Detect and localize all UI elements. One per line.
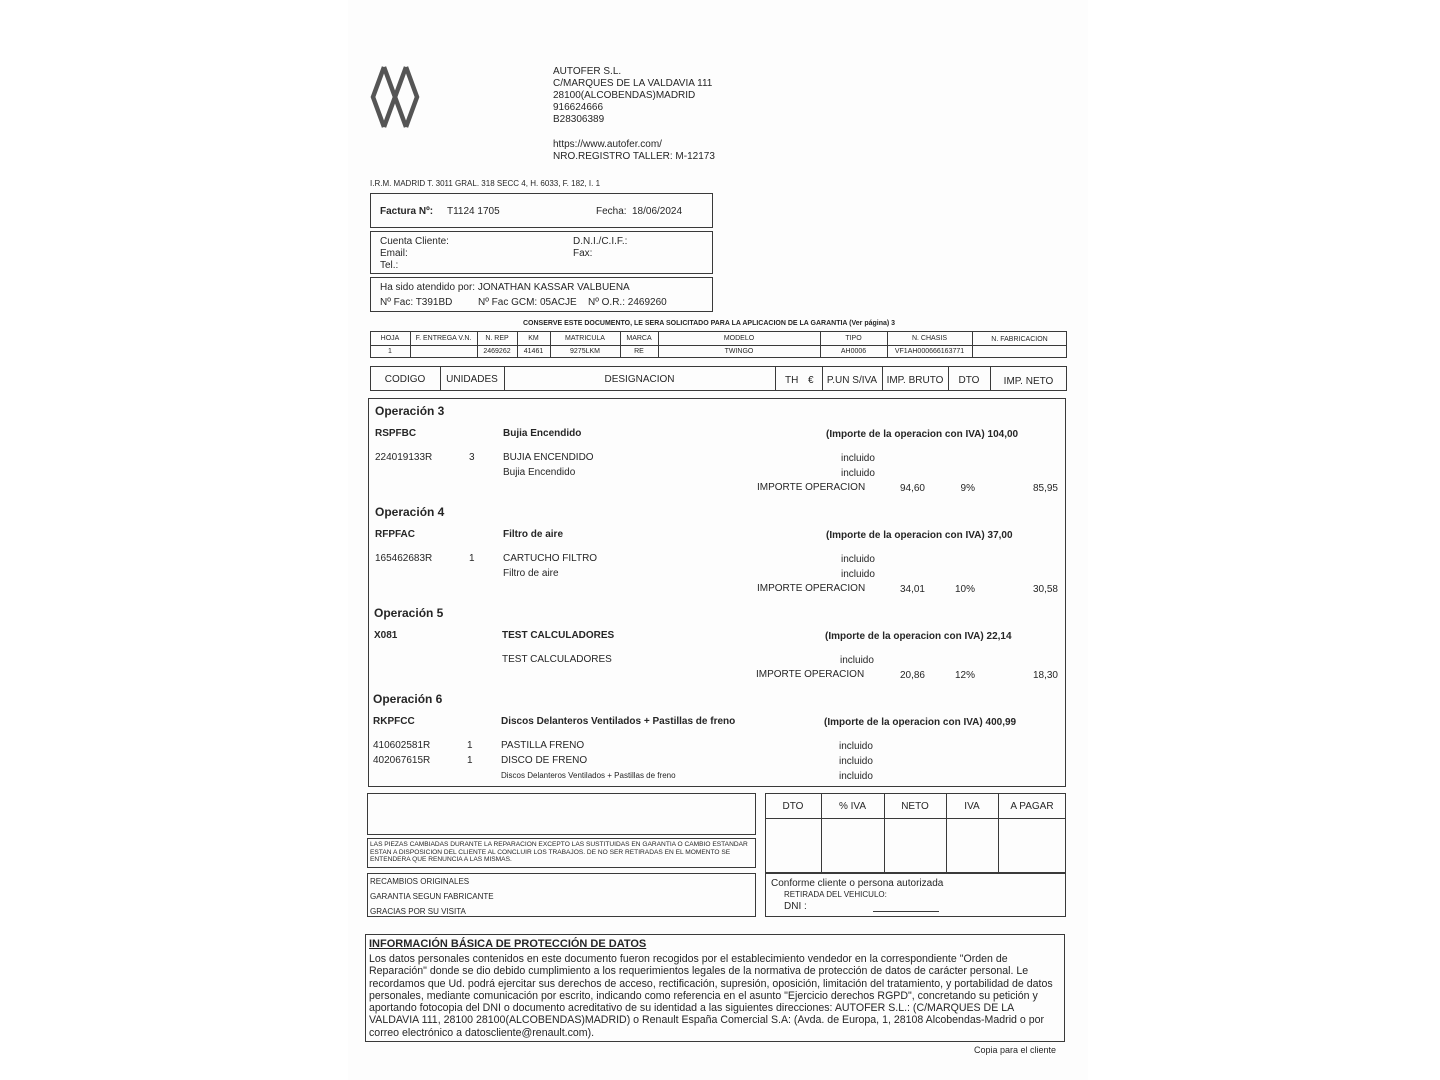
vv-chasis: VF1AH000666163771 <box>894 348 965 355</box>
factura-label: Factura Nº: <box>380 206 434 217</box>
op4-total-bruto: 34,01 <box>899 584 925 595</box>
tot-dto: DTO <box>782 801 804 812</box>
col-bruto: IMP. BRUTO <box>886 375 944 386</box>
op6-title: Operación 6 <box>373 692 443 706</box>
op5-total-bruto: 20,86 <box>899 670 925 681</box>
company-registro: NRO.REGISTRO TALLER: M-12173 <box>553 151 715 162</box>
dni-sign-label: DNI : <box>784 901 807 912</box>
op5-total-dto: 12% <box>954 670 975 681</box>
op5-line1-incl: incluido <box>840 655 874 666</box>
retirada-label: RETIRADA DEL VEHICULO: <box>784 890 887 899</box>
op6-code: RKPFCC <box>373 716 415 727</box>
op6-line2-qty: 1 <box>467 755 473 766</box>
op3-total-label: IMPORTE OPERACION <box>757 482 866 493</box>
attended-by: Ha sido atendido por: JONATHAN KASSAR VALBUENA <box>380 282 630 293</box>
tot-apagar: A PAGAR <box>1010 801 1054 812</box>
company-city: 28100(ALCOBENDAS)MADRID <box>553 90 696 101</box>
email-label: Email: <box>380 248 408 259</box>
op4-name: Filtro de aire <box>503 529 564 540</box>
footer-garantia: GARANTIA SEGUN FABRICANTE <box>370 892 494 901</box>
privacy-title: INFORMACIÓN BÁSICA DE PROTECCIÓN DE DATOS <box>369 938 647 950</box>
vv-matricula: 9275LKM <box>570 348 600 355</box>
op6-line2-incl: incluido <box>839 756 873 767</box>
op3-line1-code: 224019133R <box>375 452 433 463</box>
op5-name: TEST CALCULADORES <box>502 630 615 641</box>
op3-subincl: incluido <box>841 468 875 479</box>
op3-title: Operación 3 <box>375 404 445 418</box>
op4-subincl: incluido <box>841 569 875 580</box>
col-neto: IMP. NETO <box>1003 376 1054 387</box>
op4-subdesc: Filtro de aire <box>503 568 559 579</box>
vv-hoja: 1 <box>388 348 392 355</box>
col-designacion: DESIGNACION <box>604 374 675 385</box>
vh-modelo: MODELO <box>723 335 755 342</box>
fecha-value: 18/06/2024 <box>632 206 683 217</box>
factura-value: T1124 1705 <box>447 206 500 217</box>
vh-fabricacion: N. FABRICACION <box>991 336 1048 343</box>
col-unidades: UNIDADES <box>446 374 498 385</box>
tot-iva-pct: % IVA <box>838 801 867 812</box>
op6-importe: (Importe de la operacion con IVA) 400,99 <box>824 717 1017 728</box>
op3-line1-qty: 3 <box>469 452 475 463</box>
tot-neto: NETO <box>901 801 929 812</box>
op4-line1-incl: incluido <box>841 554 875 565</box>
col-th: TH <box>785 375 799 386</box>
vv-km: 41461 <box>523 348 544 355</box>
op4-line1-qty: 1 <box>469 553 475 564</box>
dni-label: D.N.I./C.I.F.: <box>573 236 628 247</box>
renault-logo-icon <box>370 64 420 130</box>
op3-line1-incl: incluido <box>841 453 875 464</box>
op3-line1-desc: BUJIA ENCENDIDO <box>503 452 594 463</box>
nor: Nº O.R.: 2469260 <box>588 297 667 308</box>
op4-importe: (Importe de la operacion con IVA) 37,00 <box>826 530 1013 541</box>
op6-line2-desc: DISCO DE FRENO <box>501 755 588 766</box>
op4-line1-code: 165462683R <box>375 553 433 564</box>
op6-line1-qty: 1 <box>467 740 473 751</box>
warranty-note: CONSERVE ESTE DOCUMENTO, LE SERA SOLICITADO PARA LA APLICACION DE LA GARANTIA (Ver página) 3 <box>523 320 896 327</box>
company-address: C/MARQUES DE LA VALDAVIA 111 <box>553 78 713 89</box>
op3-total-dto: 9% <box>960 483 975 494</box>
tot-iva: IVA <box>964 801 980 812</box>
vv-marca: RE <box>634 348 644 355</box>
company-phone: 916624666 <box>553 102 604 113</box>
privacy-text: Los datos personales contenidos en este documento fueron recogidos por el establecimiento vendedor en la correspondiente "Orden de Reparación" donde se dio debido cumplimiento a los requerimientos legales de la normativa de protección de datos de carácter personal. Le recordamos que Ud. podrá ejercitar sus derechos de acceso, rectificación, supresión, oposición, limitación del tratamiento, y portabilidad de datos personales, mediante comunicación por escrito, indicando como referencia en el asunto "Ejercicio derechos RGPD", concretando su petición y aportando fotocopia del DNI o documento acreditativo de su identidad a las siguientes direcciones: AUTOFER S.L.: (C/MARQUES DE LA VALDAVIA 111, 28100 28100(ALCOBENDAS)MADRID) o Renault España Comercial S.A: (Avda. de Europa, 1, 28108 Alcobendas-Madrid o por correo electrónico a datoscliente@renault.com). <box>369 953 1053 1039</box>
col-eur: € <box>808 375 814 386</box>
vh-entrega: F. ENTREGA V.N. <box>415 335 472 342</box>
company-web: https://www.autofer.com/ <box>553 139 662 150</box>
op5-total-label: IMPORTE OPERACION <box>756 669 865 680</box>
vh-marca: MARCA <box>626 335 652 342</box>
op5-importe: (Importe de la operacion con IVA) 22,14 <box>825 631 1012 642</box>
company-cif: B28306389 <box>553 114 605 125</box>
conforme-label: Conforme cliente o persona autorizada <box>771 878 944 889</box>
fecha-label: Fecha: <box>596 206 627 217</box>
op5-line1-desc: TEST CALCULADORES <box>502 654 612 665</box>
op4-total-dto: 10% <box>954 584 975 595</box>
op5-title: Operación 5 <box>374 606 444 620</box>
op6-subincl: incluido <box>839 771 873 782</box>
irm-line: I.R.M. MADRID T. 3011 GRAL. 318 SECC 4, H. 6033, F. 182, I. 1 <box>370 179 601 188</box>
nfac-gcm: Nº Fac GCM: 05ACJE <box>478 297 577 308</box>
vh-matricula: MATRICULA <box>565 335 605 342</box>
cuenta-label: Cuenta Cliente: <box>380 236 449 247</box>
fax-label: Fax: <box>573 248 593 259</box>
op6-line1-code: 410602581R <box>373 740 431 751</box>
op3-importe: (Importe de la operacion con IVA) 104,00 <box>826 429 1019 440</box>
vh-hoja: HOJA <box>380 335 400 342</box>
vh-tipo: TIPO <box>845 335 862 342</box>
op5-code: X081 <box>374 630 398 641</box>
op6-line1-incl: incluido <box>839 741 873 752</box>
col-codigo: CODIGO <box>384 374 426 385</box>
op6-name: Discos Delanteros Ventilados + Pastillas de freno <box>501 716 736 727</box>
col-dto: DTO <box>958 375 980 386</box>
op4-total-label: IMPORTE OPERACION <box>757 583 866 594</box>
tel-label: Tel.: <box>380 260 399 271</box>
vh-chasis: N. CHASIS <box>911 335 947 342</box>
footer-recambios: RECAMBIOS ORIGINALES <box>370 877 470 886</box>
op4-code: RFPFAC <box>375 529 415 540</box>
company-name: AUTOFER S.L. <box>553 66 622 77</box>
op3-subdesc: Bujia Encendido <box>503 467 576 478</box>
vv-nrep: 2469262 <box>483 348 511 355</box>
op3-name: Bujia Encendido <box>503 428 582 439</box>
op4-line1-desc: CARTUCHO FILTRO <box>503 553 598 564</box>
vv-tipo: AH0006 <box>840 348 867 355</box>
op3-total-bruto: 94,60 <box>899 483 925 494</box>
op3-code: RSPFBC <box>375 428 417 439</box>
vv-modelo: TWINGO <box>724 348 754 355</box>
op3-total-neto: 85,95 <box>1032 483 1058 494</box>
vh-nrep: N. REP <box>485 335 509 342</box>
footer-gracias: GRACIAS POR SU VISITA <box>370 907 466 916</box>
copy-note: Copia para el cliente <box>974 1045 1057 1055</box>
op4-title: Operación 4 <box>375 505 445 519</box>
notes-box <box>367 793 756 835</box>
nfac: Nº Fac: T391BD <box>380 297 453 308</box>
op6-subdesc: Discos Delanteros Ventilados + Pastillas de freno <box>501 771 676 780</box>
parts-note: LAS PIEZAS CAMBIADAS DURANTE LA REPARACION EXCEPTO LAS SUSTITUIDAS EN GARANTIA O CAMBIO ESTANDAR ESTAN A DISPOSICION DEL CLIENTE AL CONCLUIR LOS TRABAJOS. DE NO SER RETIRADAS EN EL MOMENTO SE ENTENDERA QUE RENUNCIA A LAS MISMAS. <box>370 841 748 863</box>
op5-total-neto: 18,30 <box>1032 670 1058 681</box>
col-pun: P.UN S/IVA <box>826 375 878 386</box>
op4-total-neto: 30,58 <box>1032 584 1058 595</box>
op6-line2-code: 402067615R <box>373 755 431 766</box>
vh-km: KM <box>528 335 539 342</box>
op6-line1-desc: PASTILLA FRENO <box>501 740 585 751</box>
